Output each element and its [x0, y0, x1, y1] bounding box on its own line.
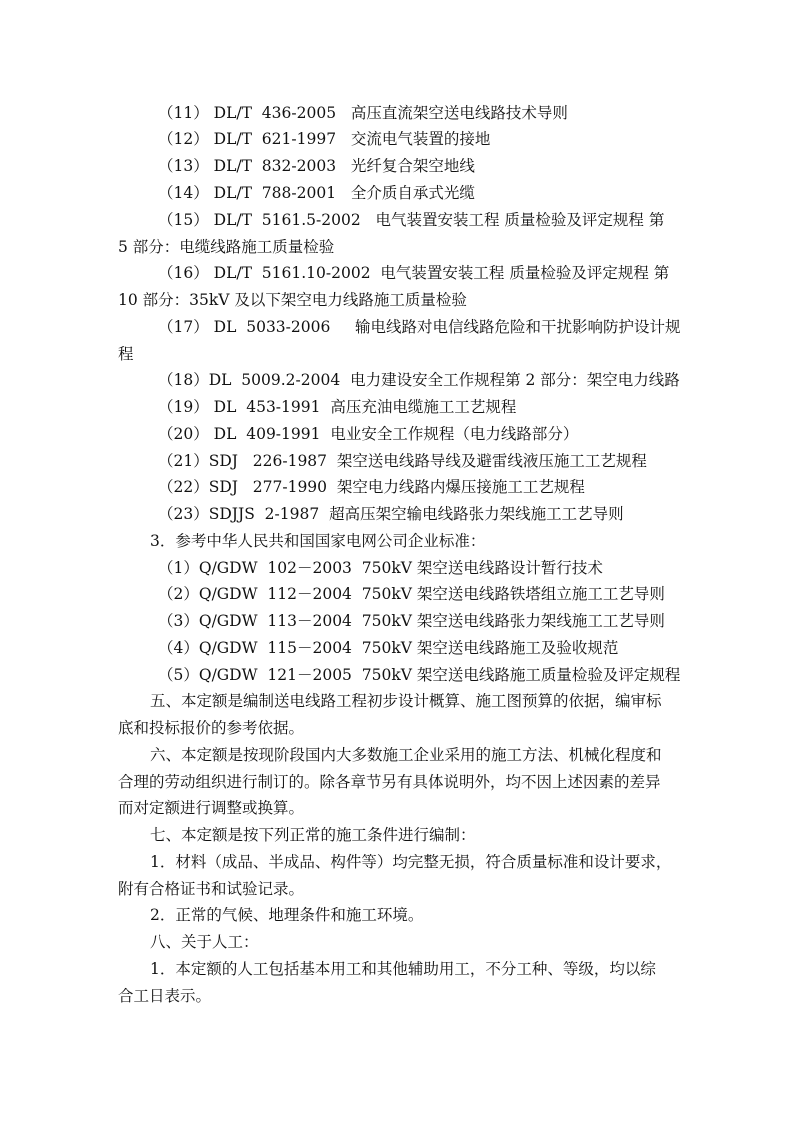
text-line: （20） DL 409-1991 电业安全工作规程（电力线路部分） [158, 425, 579, 443]
text-line: （1）Q/GDW 102－2003 750kV 架空送电线路设计暂行技术 [158, 559, 603, 577]
text-line: （21）SDJ 226-1987 架空送电线路导线及避雷线液压施工工艺规程 [158, 452, 647, 470]
text-line: 而对定额进行调整或换算。 [118, 799, 305, 817]
text-line: （5）Q/GDW 121－2005 750kV 架空送电线路施工质量检验及评定规程 [158, 666, 681, 684]
text-line: （15） DL/T 5161.5-2002 电气装置安装工程 质量检验及评定规程 第 [158, 211, 665, 229]
text-line: 合工日表示。 [118, 987, 212, 1005]
text-line: （12） DL/T 621-1997 交流电气装置的接地 [158, 130, 491, 148]
text-line: 底和投标报价的参考依据。 [118, 719, 305, 737]
text-line: （18）DL 5009.2-2004 电力建设安全工作规程第 2 部分：架空电力线路 [158, 371, 680, 389]
text-line: 5 部分：电缆线路施工质量检验 [118, 238, 335, 256]
text-line: （2）Q/GDW 112－2004 750kV 架空送电线路铁塔组立施工工艺导则 [158, 585, 665, 603]
text-line: 合理的劳动组织进行制订的。除各章节另有具体说明外，均不因上述因素的差异 [118, 773, 661, 791]
text-line: 2．正常的气候、地理条件和施工环境。 [150, 906, 424, 924]
text-line: 程 [118, 345, 134, 363]
text-line: （11） DL/T 436-2005 高压直流架空送电线路技术导则 [158, 104, 568, 122]
text-line: 五、本定额是编制送电线路工程初步设计概算、施工图预算的依据，编审标 [150, 692, 662, 710]
text-line: 八、关于人工： [150, 933, 259, 951]
text-line: 3．参考中华人民共和国国家电网公司企业标准： [150, 532, 486, 550]
text-line: 1．本定额的人工包括基本用工和其他辅助用工，不分工种、等级，均以综 [150, 960, 656, 978]
text-line: （14） DL/T 788-2001 全介质自承式光缆 [158, 184, 475, 202]
text-line: 附有合格证书和试验记录。 [118, 880, 305, 898]
text-line: 六、本定额是按现阶段国内大多数施工企业采用的施工方法、机械化程度和 [150, 746, 662, 764]
text-line: 七、本定额是按下列正常的施工条件进行编制： [150, 826, 476, 844]
text-line: 1．材料（成品、半成品、构件等）均完整无损，符合质量标准和设计要求， [150, 853, 672, 871]
text-line: 10 部分：35kV 及以下架空电力线路施工质量检验 [118, 291, 467, 309]
text-line: （22）SDJ 277-1990 架空电力线路内爆压接施工工艺规程 [158, 478, 585, 496]
text-line: （17） DL 5033-2006 输电线路对电信线路危险和干扰影响防护设计规 [158, 318, 681, 336]
text-line: （16） DL/T 5161.10-2002 电气装置安装工程 质量检验及评定规程 第 [158, 264, 670, 282]
text-line: （19） DL 453-1991 高压充油电缆施工工艺规程 [158, 398, 517, 416]
text-line: （3）Q/GDW 113－2004 750kV 架空送电线路张力架线施工工艺导则 [158, 612, 665, 630]
text-line: （23）SDJJS 2-1987 超高压架空输电线路张力架线施工工艺导则 [158, 505, 624, 523]
text-line: （4）Q/GDW 115－2004 750kV 架空送电线路施工及验收规范 [158, 639, 619, 657]
text-line: （13） DL/T 832-2003 光纤复合架空地线 [158, 157, 475, 175]
